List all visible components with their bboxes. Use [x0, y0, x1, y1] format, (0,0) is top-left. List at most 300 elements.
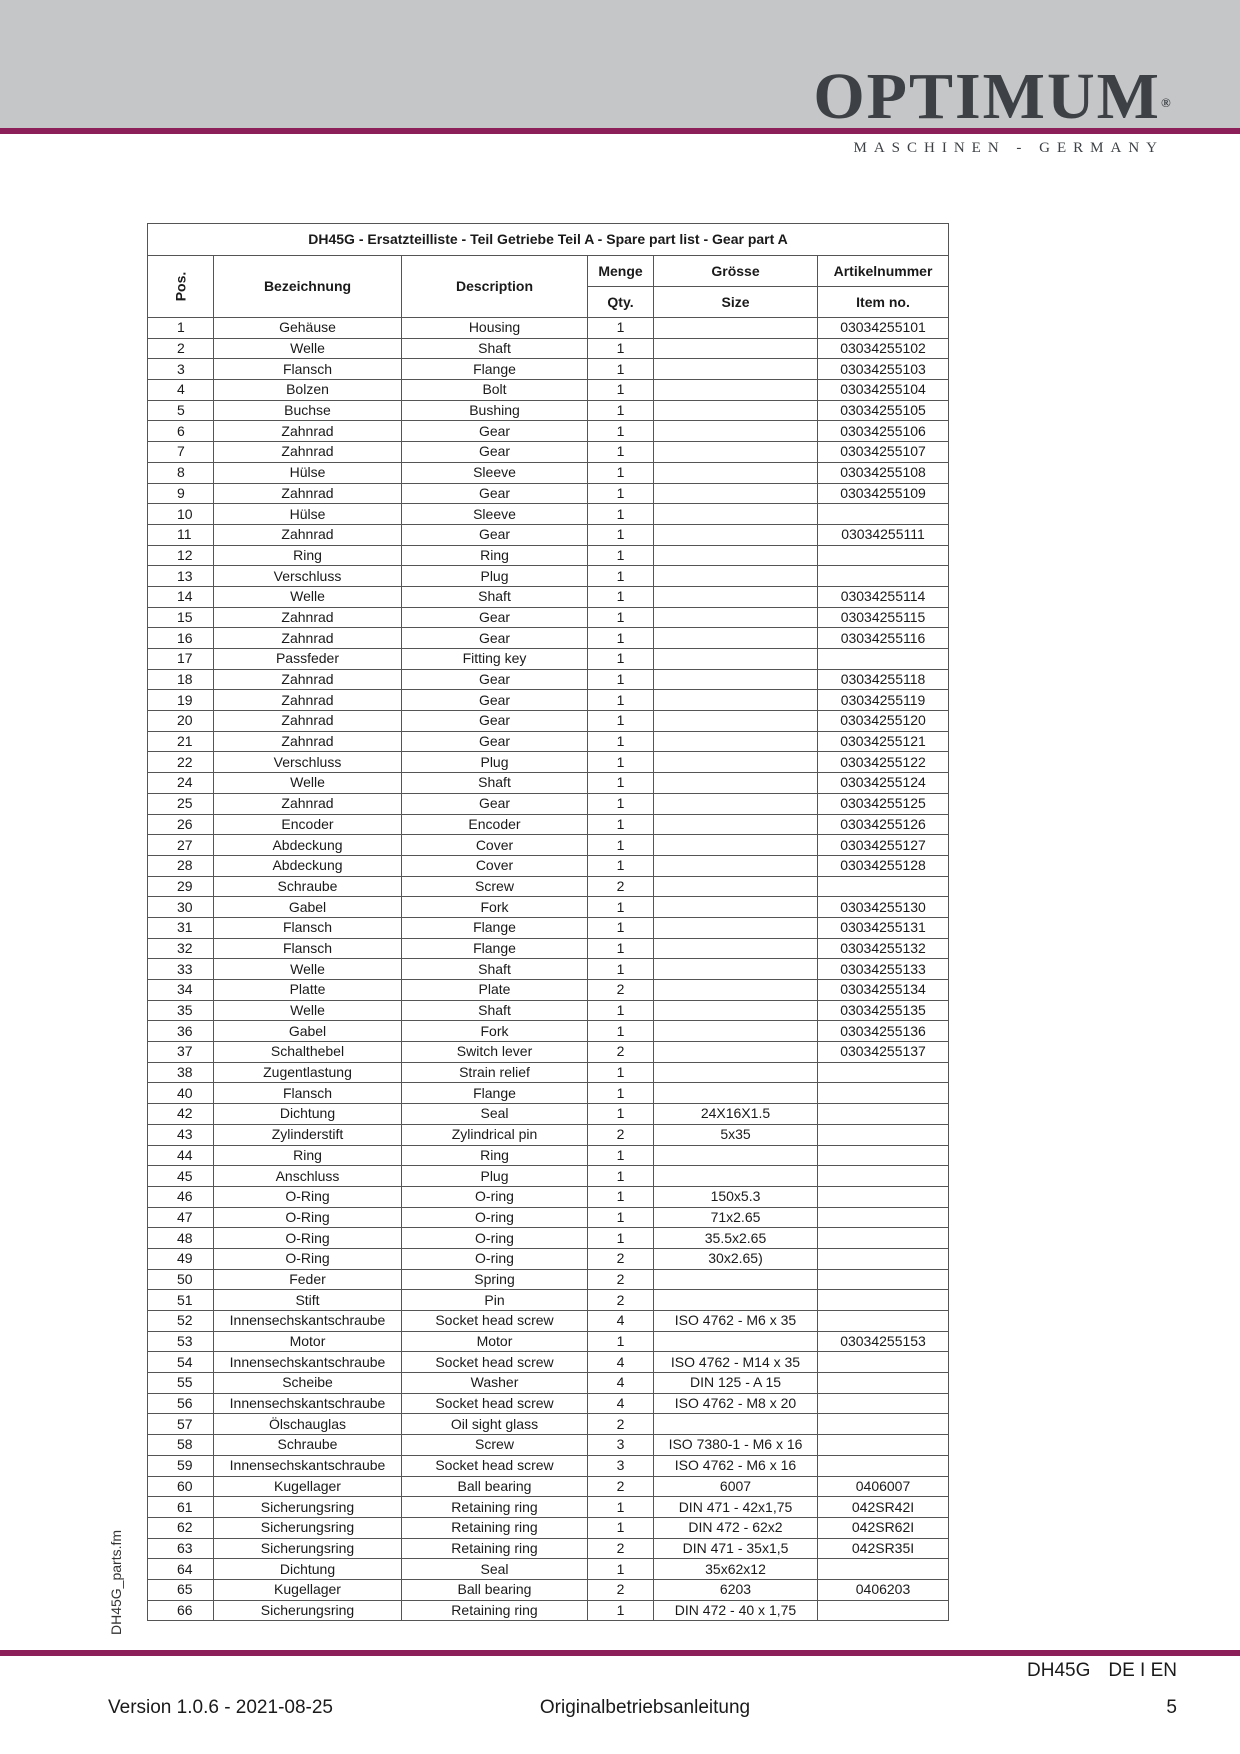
cell-pos: 33	[148, 959, 214, 980]
cell-qty: 1	[588, 1104, 654, 1125]
cell-qty: 1	[588, 607, 654, 628]
table-row	[148, 1083, 949, 1104]
cell-size	[654, 318, 818, 339]
cell-pos: 48	[148, 1228, 214, 1249]
cell-pos: 28	[148, 855, 214, 876]
cell-item-no: 03034255133	[818, 959, 949, 980]
cell-bezeichnung: Zahnrad	[214, 669, 402, 690]
cell-bezeichnung: Zahnrad	[214, 690, 402, 711]
cell-size	[654, 524, 818, 545]
manual-type-label: Originalbetriebsanleitung	[539, 1697, 751, 1718]
cell-description: Retaining ring	[402, 1600, 588, 1621]
cell-description: O-ring	[402, 1186, 588, 1207]
cell-description: Plug	[402, 1166, 588, 1187]
cell-size	[654, 1414, 818, 1435]
language-codes: DE I EN	[1108, 1660, 1177, 1681]
cell-item-no: 03034255107	[818, 442, 949, 463]
cell-description: Gear	[402, 628, 588, 649]
cell-bezeichnung: Stift	[214, 1290, 402, 1311]
cell-item-no: 03034255136	[818, 1021, 949, 1042]
cell-description: Seal	[402, 1104, 588, 1125]
table-row	[148, 1000, 949, 1021]
cell-bezeichnung: Innensechskantschraube	[214, 1393, 402, 1414]
cell-pos: 60	[148, 1476, 214, 1497]
cell-description: Socket head screw	[402, 1352, 588, 1373]
cell-description: Sleeve	[402, 504, 588, 525]
cell-item-no	[818, 545, 949, 566]
cell-pos: 47	[148, 1207, 214, 1228]
cell-qty: 1	[588, 835, 654, 856]
cell-item-no: 03034255135	[818, 1000, 949, 1021]
bezeichnung-header: Bezeichnung	[214, 256, 402, 318]
cell-bezeichnung: Verschluss	[214, 566, 402, 587]
cell-qty: 1	[588, 504, 654, 525]
cell-size	[654, 462, 818, 483]
table-row	[148, 628, 949, 649]
table-body	[148, 318, 949, 1621]
cell-description: Screw	[402, 1435, 588, 1456]
cell-pos: 43	[148, 1124, 214, 1145]
cell-description: Retaining ring	[402, 1538, 588, 1559]
cell-pos: 19	[148, 690, 214, 711]
cell-bezeichnung: Zahnrad	[214, 711, 402, 732]
table-row	[148, 1021, 949, 1042]
cell-qty: 1	[588, 669, 654, 690]
cell-description: Gear	[402, 421, 588, 442]
cell-pos: 3	[148, 359, 214, 380]
cell-size	[654, 1145, 818, 1166]
table-row	[148, 1207, 949, 1228]
cell-size	[654, 421, 818, 442]
cell-qty: 1	[588, 483, 654, 504]
cell-qty: 4	[588, 1311, 654, 1332]
cell-pos: 53	[148, 1331, 214, 1352]
cell-size	[654, 607, 818, 628]
cell-qty: 1	[588, 897, 654, 918]
cell-pos: 37	[148, 1042, 214, 1063]
cell-bezeichnung: Flansch	[214, 1083, 402, 1104]
spare-parts-table	[147, 223, 949, 1621]
cell-description: Shaft	[402, 959, 588, 980]
cell-item-no	[818, 1104, 949, 1125]
cell-qty: 1	[588, 1559, 654, 1580]
cell-qty: 3	[588, 1455, 654, 1476]
cell-qty: 2	[588, 1042, 654, 1063]
cell-pos: 21	[148, 731, 214, 752]
cell-size	[654, 959, 818, 980]
cell-qty: 2	[588, 980, 654, 1001]
table-row	[148, 1166, 949, 1187]
cell-bezeichnung: Kugellager	[214, 1476, 402, 1497]
table-row	[148, 1042, 949, 1063]
cell-item-no: 03034255132	[818, 938, 949, 959]
table-row	[148, 711, 949, 732]
cell-size	[654, 752, 818, 773]
cell-size	[654, 938, 818, 959]
cell-qty: 1	[588, 1517, 654, 1538]
cell-pos: 35	[148, 1000, 214, 1021]
cell-qty: 2	[588, 1269, 654, 1290]
cell-item-no: 03034255130	[818, 897, 949, 918]
cell-pos: 12	[148, 545, 214, 566]
cell-description: Gear	[402, 442, 588, 463]
cell-bezeichnung: Dichtung	[214, 1559, 402, 1580]
cell-pos: 40	[148, 1083, 214, 1104]
cell-bezeichnung: Schraube	[214, 876, 402, 897]
cell-pos: 63	[148, 1538, 214, 1559]
cell-size	[654, 1083, 818, 1104]
cell-bezeichnung: Zahnrad	[214, 731, 402, 752]
cell-qty: 1	[588, 1145, 654, 1166]
cell-item-no	[818, 1062, 949, 1083]
table-row	[148, 1414, 949, 1435]
cell-qty: 1	[588, 1083, 654, 1104]
cell-description: Gear	[402, 607, 588, 628]
cell-item-no: 03034255137	[818, 1042, 949, 1063]
cell-size	[654, 649, 818, 670]
table-row	[148, 855, 949, 876]
cell-bezeichnung: Zahnrad	[214, 793, 402, 814]
cell-size	[654, 1269, 818, 1290]
cell-pos: 2	[148, 338, 214, 359]
cell-description: Gear	[402, 524, 588, 545]
cell-size	[654, 400, 818, 421]
registered-mark: ®	[1160, 95, 1171, 110]
cell-item-no	[818, 1393, 949, 1414]
cell-item-no: 03034255124	[818, 773, 949, 794]
cell-qty: 2	[588, 1248, 654, 1269]
cell-item-no	[818, 566, 949, 587]
cell-item-no: 0406203	[818, 1579, 949, 1600]
cell-description: Gear	[402, 483, 588, 504]
cell-description: Socket head screw	[402, 1311, 588, 1332]
cell-description: Shaft	[402, 586, 588, 607]
cell-description: Fork	[402, 897, 588, 918]
cell-bezeichnung: O-Ring	[214, 1207, 402, 1228]
page-number: 5	[1166, 1697, 1177, 1718]
cell-size	[654, 711, 818, 732]
table-row	[148, 959, 949, 980]
cell-item-no: 03034255128	[818, 855, 949, 876]
cell-qty: 1	[588, 545, 654, 566]
cell-item-no	[818, 1455, 949, 1476]
table-row	[148, 1476, 949, 1497]
cell-size: 30x2.65)	[654, 1248, 818, 1269]
cell-size	[654, 1042, 818, 1063]
table-row	[148, 359, 949, 380]
cell-pos: 29	[148, 876, 214, 897]
cell-qty: 1	[588, 1062, 654, 1083]
cell-description: Gear	[402, 793, 588, 814]
cell-item-no: 03034255106	[818, 421, 949, 442]
cell-bezeichnung: Feder	[214, 1269, 402, 1290]
cell-description: Flange	[402, 359, 588, 380]
item-no-header: Item no.	[818, 287, 949, 318]
cell-item-no: 03034255116	[818, 628, 949, 649]
cell-size	[654, 483, 818, 504]
cell-size	[654, 338, 818, 359]
cell-size	[654, 1290, 818, 1311]
cell-size: 24X16X1.5	[654, 1104, 818, 1125]
cell-qty: 1	[588, 731, 654, 752]
cell-size: ISO 4762 - M6 x 35	[654, 1311, 818, 1332]
table-row	[148, 1455, 949, 1476]
cell-pos: 5	[148, 400, 214, 421]
cell-description: Spring	[402, 1269, 588, 1290]
cell-bezeichnung: Gabel	[214, 1021, 402, 1042]
cell-pos: 65	[148, 1579, 214, 1600]
cell-bezeichnung: Schalthebel	[214, 1042, 402, 1063]
cell-description: Gear	[402, 690, 588, 711]
cell-size: 6203	[654, 1579, 818, 1600]
cell-pos: 30	[148, 897, 214, 918]
table-row	[148, 545, 949, 566]
cell-pos: 44	[148, 1145, 214, 1166]
cell-item-no	[818, 1207, 949, 1228]
model-name: DH45G	[1027, 1660, 1091, 1681]
cell-description: Oil sight glass	[402, 1414, 588, 1435]
cell-size	[654, 773, 818, 794]
cell-bezeichnung: Ring	[214, 545, 402, 566]
cell-pos: 42	[148, 1104, 214, 1125]
cell-pos: 52	[148, 1311, 214, 1332]
cell-size	[654, 835, 818, 856]
cell-pos: 55	[148, 1373, 214, 1394]
cell-pos: 25	[148, 793, 214, 814]
cell-pos: 6	[148, 421, 214, 442]
table-row	[148, 793, 949, 814]
cell-description: Plug	[402, 752, 588, 773]
cell-pos: 8	[148, 462, 214, 483]
cell-qty: 2	[588, 1538, 654, 1559]
cell-bezeichnung: Zylinderstift	[214, 1124, 402, 1145]
cell-bezeichnung: Zahnrad	[214, 524, 402, 545]
cell-description: Bushing	[402, 400, 588, 421]
table-row	[148, 1373, 949, 1394]
cell-item-no: 03034255105	[818, 400, 949, 421]
cell-qty: 1	[588, 1207, 654, 1228]
cell-bezeichnung: Dichtung	[214, 1104, 402, 1125]
cell-description: Housing	[402, 318, 588, 339]
cell-bezeichnung: Zahnrad	[214, 628, 402, 649]
cell-pos: 50	[148, 1269, 214, 1290]
cell-pos: 7	[148, 442, 214, 463]
cell-item-no: 042SR35I	[818, 1538, 949, 1559]
cell-pos: 13	[148, 566, 214, 587]
cell-item-no: 03034255119	[818, 690, 949, 711]
cell-size: 150x5.3	[654, 1186, 818, 1207]
cell-pos: 9	[148, 483, 214, 504]
cell-bezeichnung: Welle	[214, 959, 402, 980]
cell-qty: 1	[588, 938, 654, 959]
side-file-label: DH45G_parts.fm	[108, 1529, 124, 1635]
table-row	[148, 1145, 949, 1166]
cell-size	[654, 504, 818, 525]
cell-item-no: 03034255108	[818, 462, 949, 483]
cell-item-no	[818, 1311, 949, 1332]
cell-item-no	[818, 1228, 949, 1249]
cell-description: Socket head screw	[402, 1393, 588, 1414]
cell-pos: 46	[148, 1186, 214, 1207]
cell-qty: 2	[588, 1290, 654, 1311]
cell-item-no: 03034255120	[818, 711, 949, 732]
cell-bezeichnung: Zugentlastung	[214, 1062, 402, 1083]
cell-pos: 27	[148, 835, 214, 856]
cell-qty: 2	[588, 1414, 654, 1435]
cell-pos: 10	[148, 504, 214, 525]
cell-qty: 1	[588, 628, 654, 649]
table-row	[148, 1062, 949, 1083]
table-row	[148, 649, 949, 670]
cell-qty: 1	[588, 1228, 654, 1249]
cell-bezeichnung: Innensechskantschraube	[214, 1311, 402, 1332]
cell-item-no	[818, 1559, 949, 1580]
cell-pos: 15	[148, 607, 214, 628]
table-row	[148, 400, 949, 421]
cell-bezeichnung: Sicherungsring	[214, 1497, 402, 1518]
cell-description: Plate	[402, 980, 588, 1001]
table-row	[148, 980, 949, 1001]
cell-pos: 20	[148, 711, 214, 732]
cell-description: Ring	[402, 1145, 588, 1166]
cell-pos: 64	[148, 1559, 214, 1580]
table-row	[148, 669, 949, 690]
cell-size	[654, 980, 818, 1001]
table-row	[148, 421, 949, 442]
cell-item-no	[818, 1290, 949, 1311]
table-row	[148, 1393, 949, 1414]
cell-qty: 1	[588, 338, 654, 359]
cell-bezeichnung: Abdeckung	[214, 835, 402, 856]
cell-item-no: 0406007	[818, 1476, 949, 1497]
cell-size: DIN 125 - A 15	[654, 1373, 818, 1394]
cell-description: Flange	[402, 1083, 588, 1104]
cell-bezeichnung: Flansch	[214, 917, 402, 938]
cell-qty: 1	[588, 690, 654, 711]
cell-item-no: 03034255118	[818, 669, 949, 690]
cell-size: 6007	[654, 1476, 818, 1497]
cell-description: Gear	[402, 711, 588, 732]
table-row	[148, 318, 949, 339]
cell-item-no	[818, 1166, 949, 1187]
cell-size	[654, 897, 818, 918]
cell-qty: 3	[588, 1435, 654, 1456]
table-row	[148, 690, 949, 711]
table-row	[148, 773, 949, 794]
cell-description: Ball bearing	[402, 1476, 588, 1497]
cell-description: Bolt	[402, 380, 588, 401]
cell-pos: 32	[148, 938, 214, 959]
cell-size: ISO 4762 - M8 x 20	[654, 1393, 818, 1414]
cell-qty: 1	[588, 1186, 654, 1207]
cell-bezeichnung: Platte	[214, 980, 402, 1001]
cell-description: Retaining ring	[402, 1517, 588, 1538]
cell-bezeichnung: Schraube	[214, 1435, 402, 1456]
table-row	[148, 483, 949, 504]
cell-bezeichnung: O-Ring	[214, 1228, 402, 1249]
menge-header: Menge	[588, 256, 654, 287]
cell-bezeichnung: Gehäuse	[214, 318, 402, 339]
cell-size	[654, 855, 818, 876]
cell-item-no: 042SR62I	[818, 1517, 949, 1538]
cell-pos: 38	[148, 1062, 214, 1083]
cell-size	[654, 1331, 818, 1352]
cell-qty: 1	[588, 814, 654, 835]
table-row	[148, 897, 949, 918]
cell-description: Ball bearing	[402, 1579, 588, 1600]
table-row	[148, 752, 949, 773]
cell-qty: 1	[588, 421, 654, 442]
cell-size: 35.5x2.65	[654, 1228, 818, 1249]
cell-qty: 1	[588, 359, 654, 380]
cell-bezeichnung: Sicherungsring	[214, 1538, 402, 1559]
cell-pos: 1	[148, 318, 214, 339]
cell-description: Socket head screw	[402, 1455, 588, 1476]
cell-pos: 31	[148, 917, 214, 938]
cell-size: ISO 7380-1 - M6 x 16	[654, 1435, 818, 1456]
cell-pos: 11	[148, 524, 214, 545]
cell-pos: 26	[148, 814, 214, 835]
cell-description: Gear	[402, 669, 588, 690]
cell-bezeichnung: O-Ring	[214, 1186, 402, 1207]
cell-bezeichnung: Flansch	[214, 359, 402, 380]
cell-bezeichnung: Anschluss	[214, 1166, 402, 1187]
cell-description: Sleeve	[402, 462, 588, 483]
cell-item-no	[818, 1124, 949, 1145]
cell-description: Seal	[402, 1559, 588, 1580]
cell-item-no	[818, 1414, 949, 1435]
footer-rule	[0, 1650, 1240, 1656]
cell-bezeichnung: Encoder	[214, 814, 402, 835]
cell-size	[654, 566, 818, 587]
logo-tagline: MASCHINEN - GERMANY	[853, 140, 1164, 156]
cell-pos: 34	[148, 980, 214, 1001]
cell-size	[654, 1000, 818, 1021]
table-row	[148, 835, 949, 856]
cell-description: Fitting key	[402, 649, 588, 670]
cell-item-no: 03034255104	[818, 380, 949, 401]
cell-bezeichnung: Ölschauglas	[214, 1414, 402, 1435]
cell-size	[654, 1021, 818, 1042]
table-row	[148, 1517, 949, 1538]
table-row	[148, 586, 949, 607]
cell-bezeichnung: Passfeder	[214, 649, 402, 670]
table-row	[148, 1290, 949, 1311]
cell-size	[654, 380, 818, 401]
cell-pos: 14	[148, 586, 214, 607]
cell-size	[654, 359, 818, 380]
cell-size	[654, 1062, 818, 1083]
cell-qty: 1	[588, 649, 654, 670]
table-row	[148, 1186, 949, 1207]
cell-qty: 1	[588, 711, 654, 732]
cell-size: ISO 4762 - M14 x 35	[654, 1352, 818, 1373]
cell-size	[654, 793, 818, 814]
cell-bezeichnung: Flansch	[214, 938, 402, 959]
cell-bezeichnung: Verschluss	[214, 752, 402, 773]
cell-bezeichnung: Innensechskantschraube	[214, 1455, 402, 1476]
cell-description: Shaft	[402, 338, 588, 359]
cell-description: Shaft	[402, 1000, 588, 1021]
cell-size	[654, 442, 818, 463]
cell-item-no	[818, 1373, 949, 1394]
cell-qty: 1	[588, 1497, 654, 1518]
cell-qty: 1	[588, 442, 654, 463]
cell-qty: 2	[588, 1579, 654, 1600]
cell-size: DIN 472 - 62x2	[654, 1517, 818, 1538]
cell-size: ISO 4762 - M6 x 16	[654, 1455, 818, 1476]
cell-bezeichnung: Abdeckung	[214, 855, 402, 876]
